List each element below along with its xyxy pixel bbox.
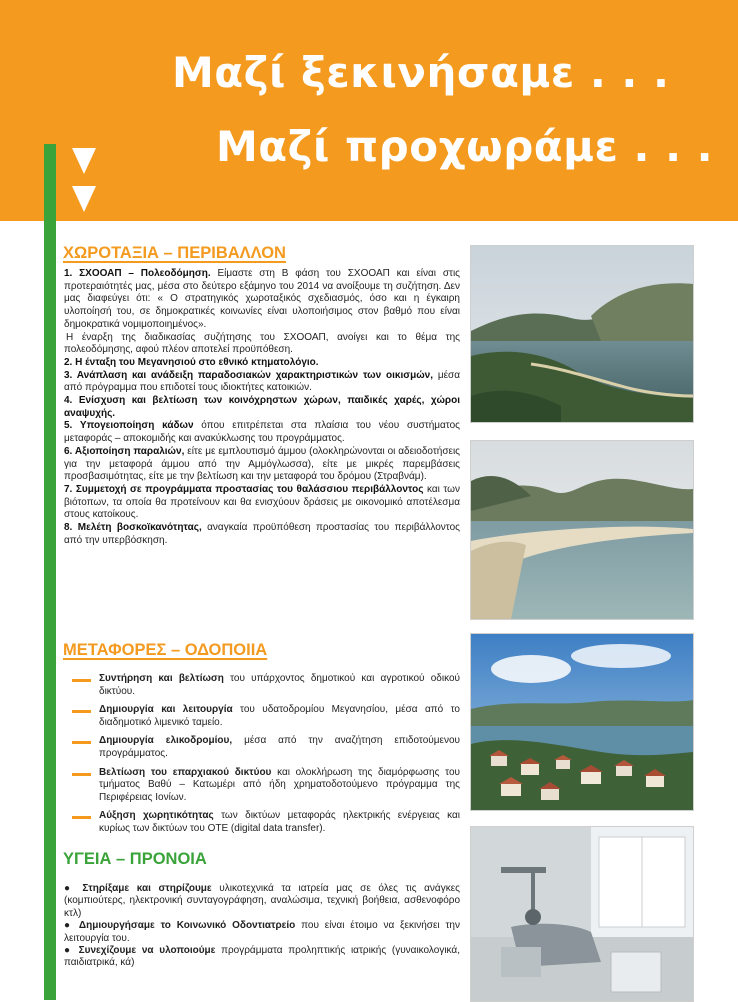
list-item: 6. Αξιοποίηση παραλιών, είτε με εμπλουτισμό άμμου (ολοκληρώνονται οι αδειοδοτήσεις για την μεταφορά άμμου από την Αμμόγλωσσα), είτε με μικρές παρεμβάσεις προσβασιμότητας, είτε με την βελτίωση και την μεταφορά του δρόμου (Στραβνάμ). [64, 445, 461, 483]
dash-bullet-icon [72, 773, 91, 776]
headline-line-2: Μαζί προχωράμε . . . [216, 122, 714, 171]
list-item: 1. ΣΧΟΟΑΠ – Πολεοδόμηση. Είμαστε στη Β φάση του ΣΧΟΟΑΠ και είναι στις προτεραιότητές μας, μέσα στο δεύτερο εξάμηνο του 2014 να ανοίξουμε τη συζήτηση. Δεν μας διαφεύγει ότι: « Ο στρατηγικός χωροταξικός σχεδιασμός, όσο και η έγκαιρη υλοποίησή του, σε δημοκρατικές κοινωνίες είναι υλοποιήσιμος στον βαθμό που είναι δημοκρατικά νομιμοποιημένος». [64, 268, 460, 330]
list-item: ● Συνεχίζουμε να υλοποιούμε προγράμματα προληπτικής ιατρικής (γυναικολογικά, παιδιατρικά, κά) [64, 945, 460, 969]
headline-line-1: Μαζί ξεκινήσαμε . . . [172, 48, 670, 97]
dash-bullet-icon [72, 710, 91, 713]
planning-list [64, 268, 460, 547]
list-item: Συντήρηση και βελτίωση του υπάρχοντος δημοτικού και αγροτικού οδικού δικτύου. [72, 673, 460, 698]
section-title-transport: ΜΕΤΑΦΟΡΕΣ – ΟΔΟΠΟΙΙΑ [63, 641, 268, 659]
photo-dental-clinic [470, 826, 694, 1002]
chevron-down-icon [72, 186, 96, 212]
list-item: Δημιουργία και λειτουργία του υδατοδρομίου Μεγανησίου, μέσα από το διαδημοτικό λιμενικό ταμείο. [72, 704, 460, 729]
photo-village [470, 633, 694, 811]
transport-list [72, 673, 460, 842]
header-banner [0, 0, 738, 221]
photo-beach [470, 440, 694, 620]
green-accent-bar [44, 144, 56, 1000]
list-item: Η έναρξη της διαδικασίας συζήτησης του ΣΧΟΟΑΠ, ανοίγει και το θέμα της πολεοδόμησης, αφού πλέον αποτελεί προϋπόθεση. [64, 331, 460, 356]
list-item: Βελτίωση του επαρχιακού δικτύου και ολοκλήρωση της διαμόρφωσης του τμήματος Βαθύ – Κατωμέρι από ήδη χρηματοδοτούμενο πρόγραμμα της Περιφέρειας Ιονίων. [72, 767, 460, 805]
list-item: ● Στηρίξαμε και στηρίζουμε υλικοτεχνικά τα ιατρεία μας σε όλες τις ανάγκες (κομπιούτερς, ηλεκτρονική συνταγογράφηση, αναλώσιμα, τεχνική βοήθεια, ασθενοφόρο κτλ) [64, 883, 460, 919]
chevron-down-icon [72, 148, 96, 174]
list-item: 3. Ανάπλαση και ανάδειξη παραδοσιακών χαρακτηριστικών των οικισμών, μέσα από πρόγραμμα που επιδοτεί τους ιδιοκτήτες κατοικιών. [64, 369, 460, 394]
dash-bullet-icon [72, 679, 91, 682]
list-item: 5. Υπογειοποίηση κάδων όπου επιτρέπεται στα πλαίσια του νέου συστήματος μεταφοράς – αποκομιδής και ανακύκλωσης του προγράμματος. [64, 420, 460, 445]
health-list [64, 883, 460, 970]
list-item: 4. Ενίσχυση και βελτίωση των κοινόχρηστων χώρων, παιδικές χαρές, χώροι αναψυχής. [64, 395, 460, 419]
dash-bullet-icon [72, 816, 91, 819]
list-item: ● Δημιουργήσαμε το Κοινωνικό Οδοντιατρείο που είναι έτοιμο να ξεκινήσει την λειτουργία του. [64, 920, 460, 944]
list-item: 8. Μελέτη βοσκοϊκανότητας, αναγκαία προϋπόθεση προστασίας του περιβάλλοντος από την υπερβόσκηση. [64, 522, 460, 546]
list-item: Αύξηση χωρητικότητας των δικτύων μεταφοράς ηλεκτρικής ενέργειας και κυρίως των δικτύων του ΟΤΕ (digital data transfer). [72, 810, 460, 835]
section-title-health: ΥΓΕΙΑ – ΠΡΟΝΟΙΑ [63, 850, 207, 868]
dash-bullet-icon [72, 741, 91, 744]
bullet-icon: ● [64, 945, 73, 957]
list-item: 7. Συμμετοχή σε προγράμματα προστασίας του θαλάσσιου περιβάλλοντος και των βιότοπων, τα οποία θα προτείνουν και θα ενισχύουν δράσεις με οικονομικό αποτέλεσμα στους κατοίκους. [64, 483, 460, 521]
bullet-icon: ● [64, 883, 75, 894]
list-item: 2. Η ένταξη του Μεγανησιού στο εθνικό κτηματολόγιο. [64, 356, 319, 368]
bullet-icon: ● [64, 920, 74, 932]
photo-lagoon [470, 245, 694, 423]
section-title-planning: ΧΩΡΟΤΑΞΙΑ – ΠΕΡΙΒΑΛΛΟΝ [63, 244, 286, 262]
list-item: Δημιουργία ελικοδρομίου, μέσα από την αναζήτηση επιδοτούμενου προγράμματος. [72, 735, 460, 760]
